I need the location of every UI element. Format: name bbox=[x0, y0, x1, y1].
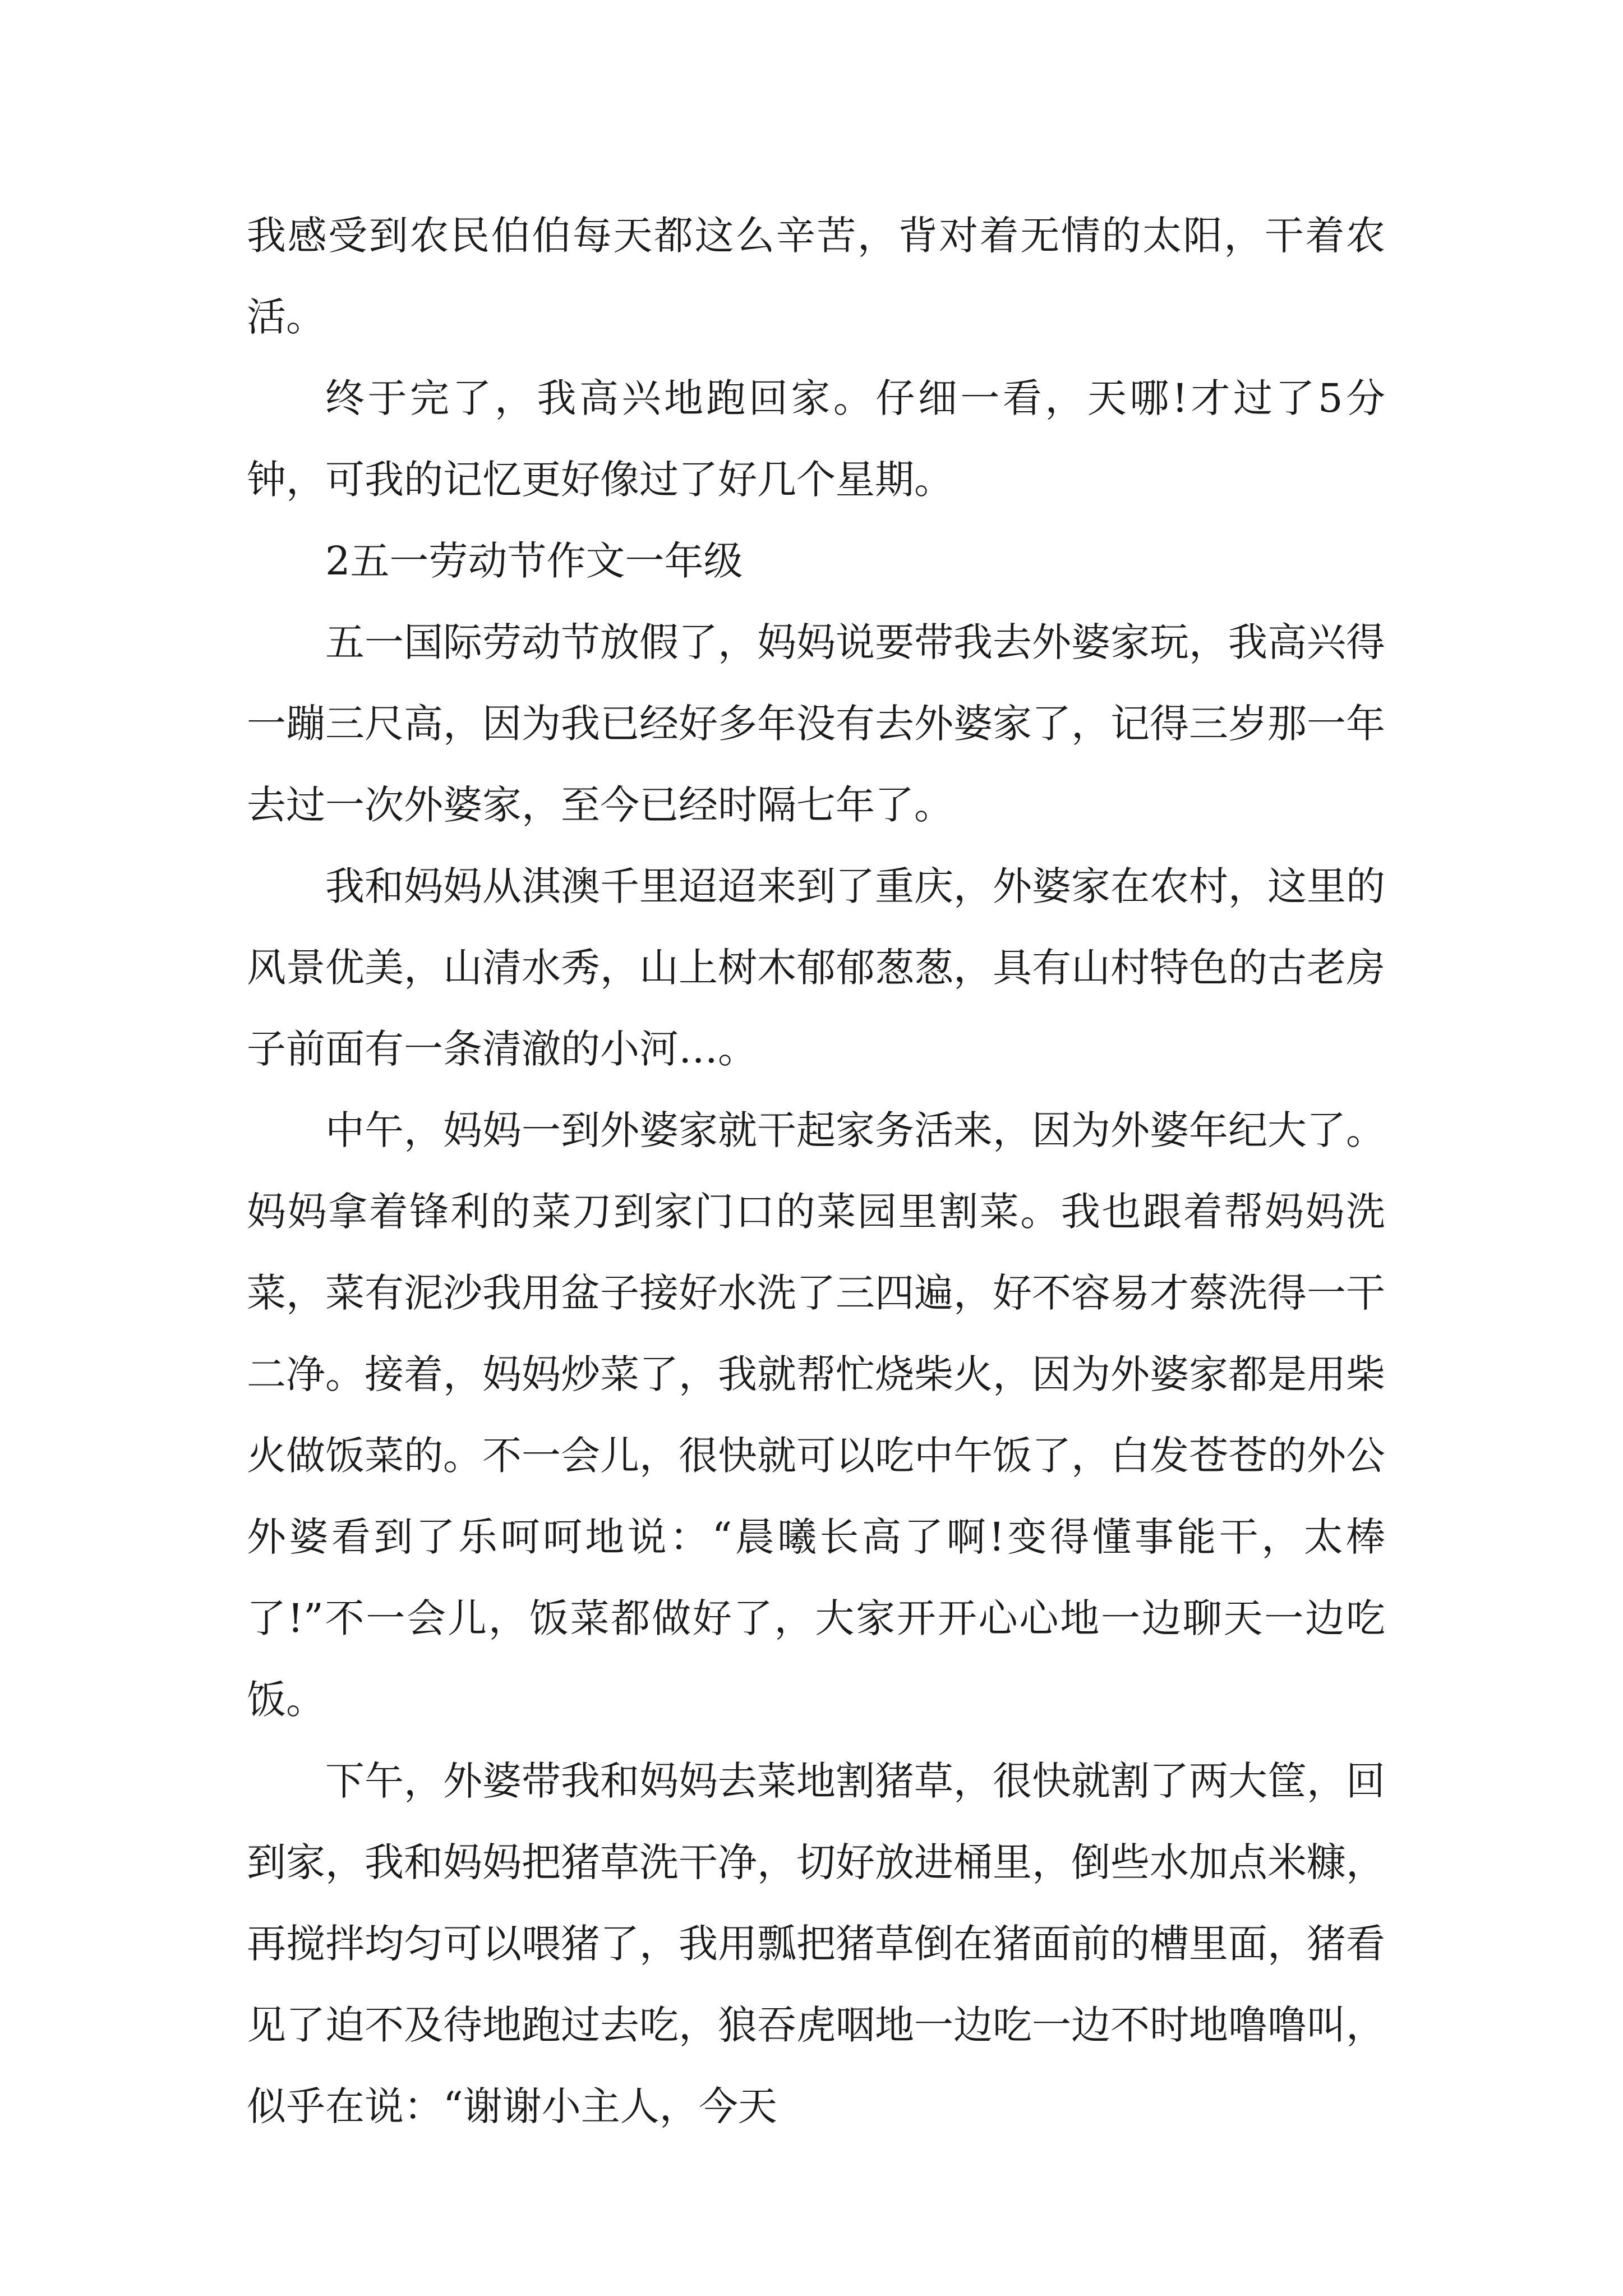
section-heading: 2五一劳动节作文一年级 bbox=[325, 538, 743, 584]
paragraph: 五一国际劳动节放假了，妈妈说要带我去外婆家玩，我高兴得一蹦三尺高，因为我已经好多年没有去外婆家了，记得三岁那一年去过一次外婆家，至今已经时隔七年了。 bbox=[247, 619, 1385, 828]
document-body bbox=[247, 195, 1385, 2147]
paragraph: 终于完了，我高兴地跑回家。仔细一看，天哪!才过了5分钟，可我的记忆更好像过了好几个星期。 bbox=[247, 375, 1385, 503]
paragraph: 我和妈妈从淇澳千里迢迢来到了重庆，外婆家在农村，这里的风景优美，山清水秀，山上树木郁郁葱葱，具有山村特色的古老房子前面有一条清澈的小河…。 bbox=[247, 863, 1385, 1072]
paragraph: 中午，妈妈一到外婆家就干起家务活来，因为外婆年纪大了。妈妈拿着锋利的菜刀到家门口的菜园里割菜。我也跟着帮妈妈洗菜，菜有泥沙我用盆子接好水洗了三四遍，好不容易才蔡洗得一干二净。接着，妈妈炒菜了，我就帮忙烧柴火，因为外婆家都是用柴火做饭菜的。不一会儿，很快就可以吃中午饭了，白发苍苍的外公外婆看到了乐呵呵地说：“晨曦长高了啊!变得懂事能干，太棒了!”不一会儿，饭菜都做好了，大家开开心心地一边聊天一边吃饭。 bbox=[247, 1107, 1385, 1723]
paragraph-continuation: 我感受到农民伯伯每天都这么辛苦，背对着无情的太阳，干着农活。 bbox=[247, 213, 1385, 340]
paragraph: 下午，外婆带我和妈妈去菜地割猪草，很快就割了两大筐，回到家，我和妈妈把猪草洗干净，切好放进桶里，倒些水加点米糠，再搅拌均匀可以喂猪了，我用瓢把猪草倒在猪面前的槽里面，猪看见了迫不及待地跑过去吃，狼吞虎咽地一边吃一边不时地噜噜叫，似乎在说：“谢谢小主人，今天 bbox=[247, 1758, 1385, 2129]
